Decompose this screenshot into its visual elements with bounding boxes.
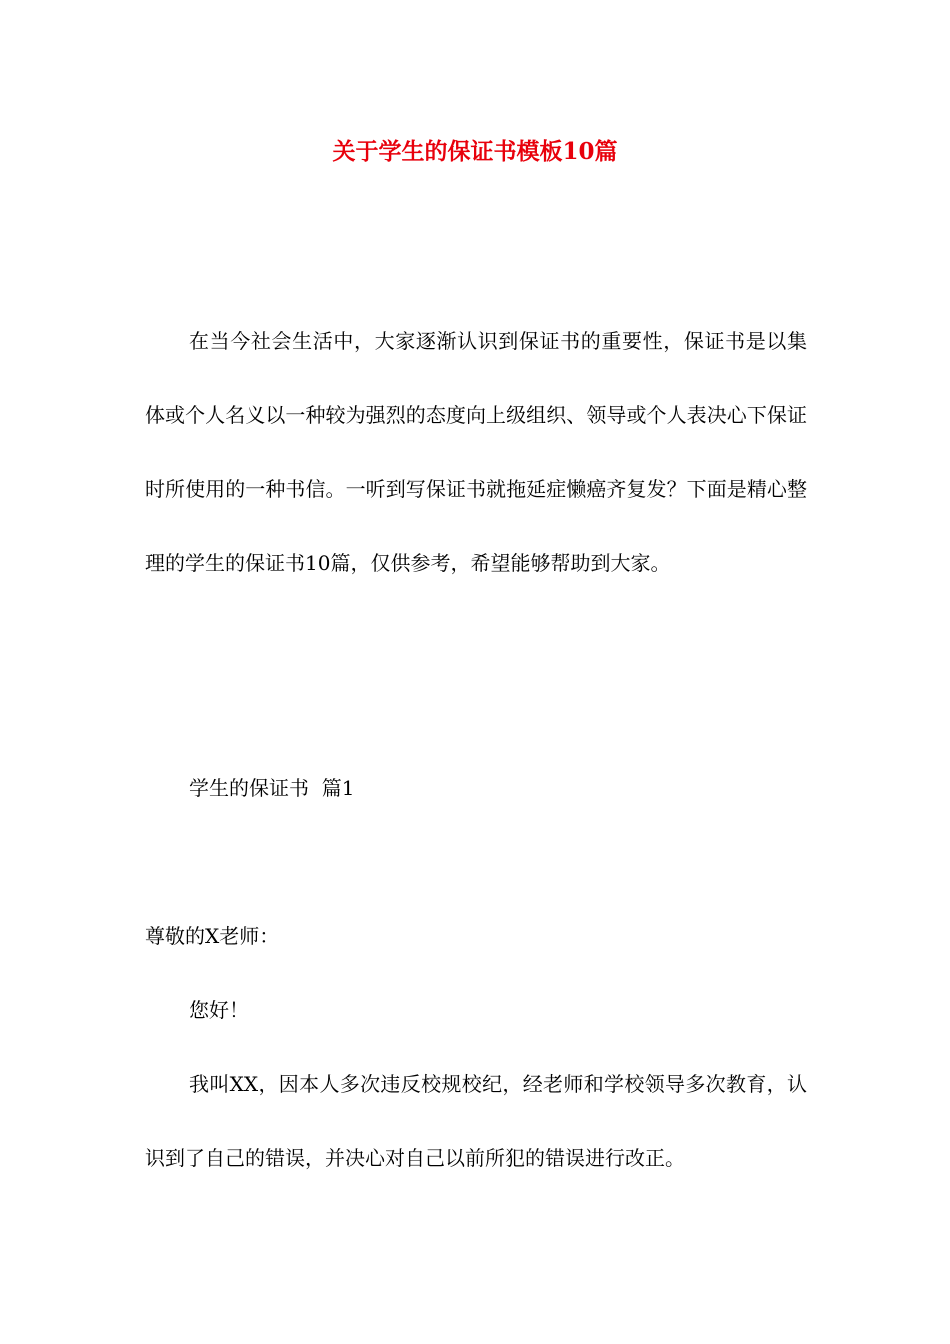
document-title: 关于学生的保证书模板10篇 [332, 138, 618, 165]
body-paragraph: 我叫XX，因本人多次违反校规校纪，经老师和学校领导多次教育，认识到了自己的错误，并决心对自己以前所犯的错误进行改正。 [145, 1072, 807, 1170]
salutation: 尊敬的X老师： [145, 924, 280, 948]
greeting: 您好！ [189, 998, 249, 1022]
intro-paragraph: 在当今社会生活中，大家逐渐认识到保证书的重要性，保证书是以集体或个人名义以一种较为强烈的态度向上级组织、领导或个人表决心下保证时所使用的一种书信。一听到写保证书就拖延症懒癌齐复发？下面是精心整理的学生的保证书10篇，仅供参考，希望能够帮助到大家。 [145, 329, 807, 575]
section-heading: 学生的保证书 篇1 [189, 776, 355, 800]
